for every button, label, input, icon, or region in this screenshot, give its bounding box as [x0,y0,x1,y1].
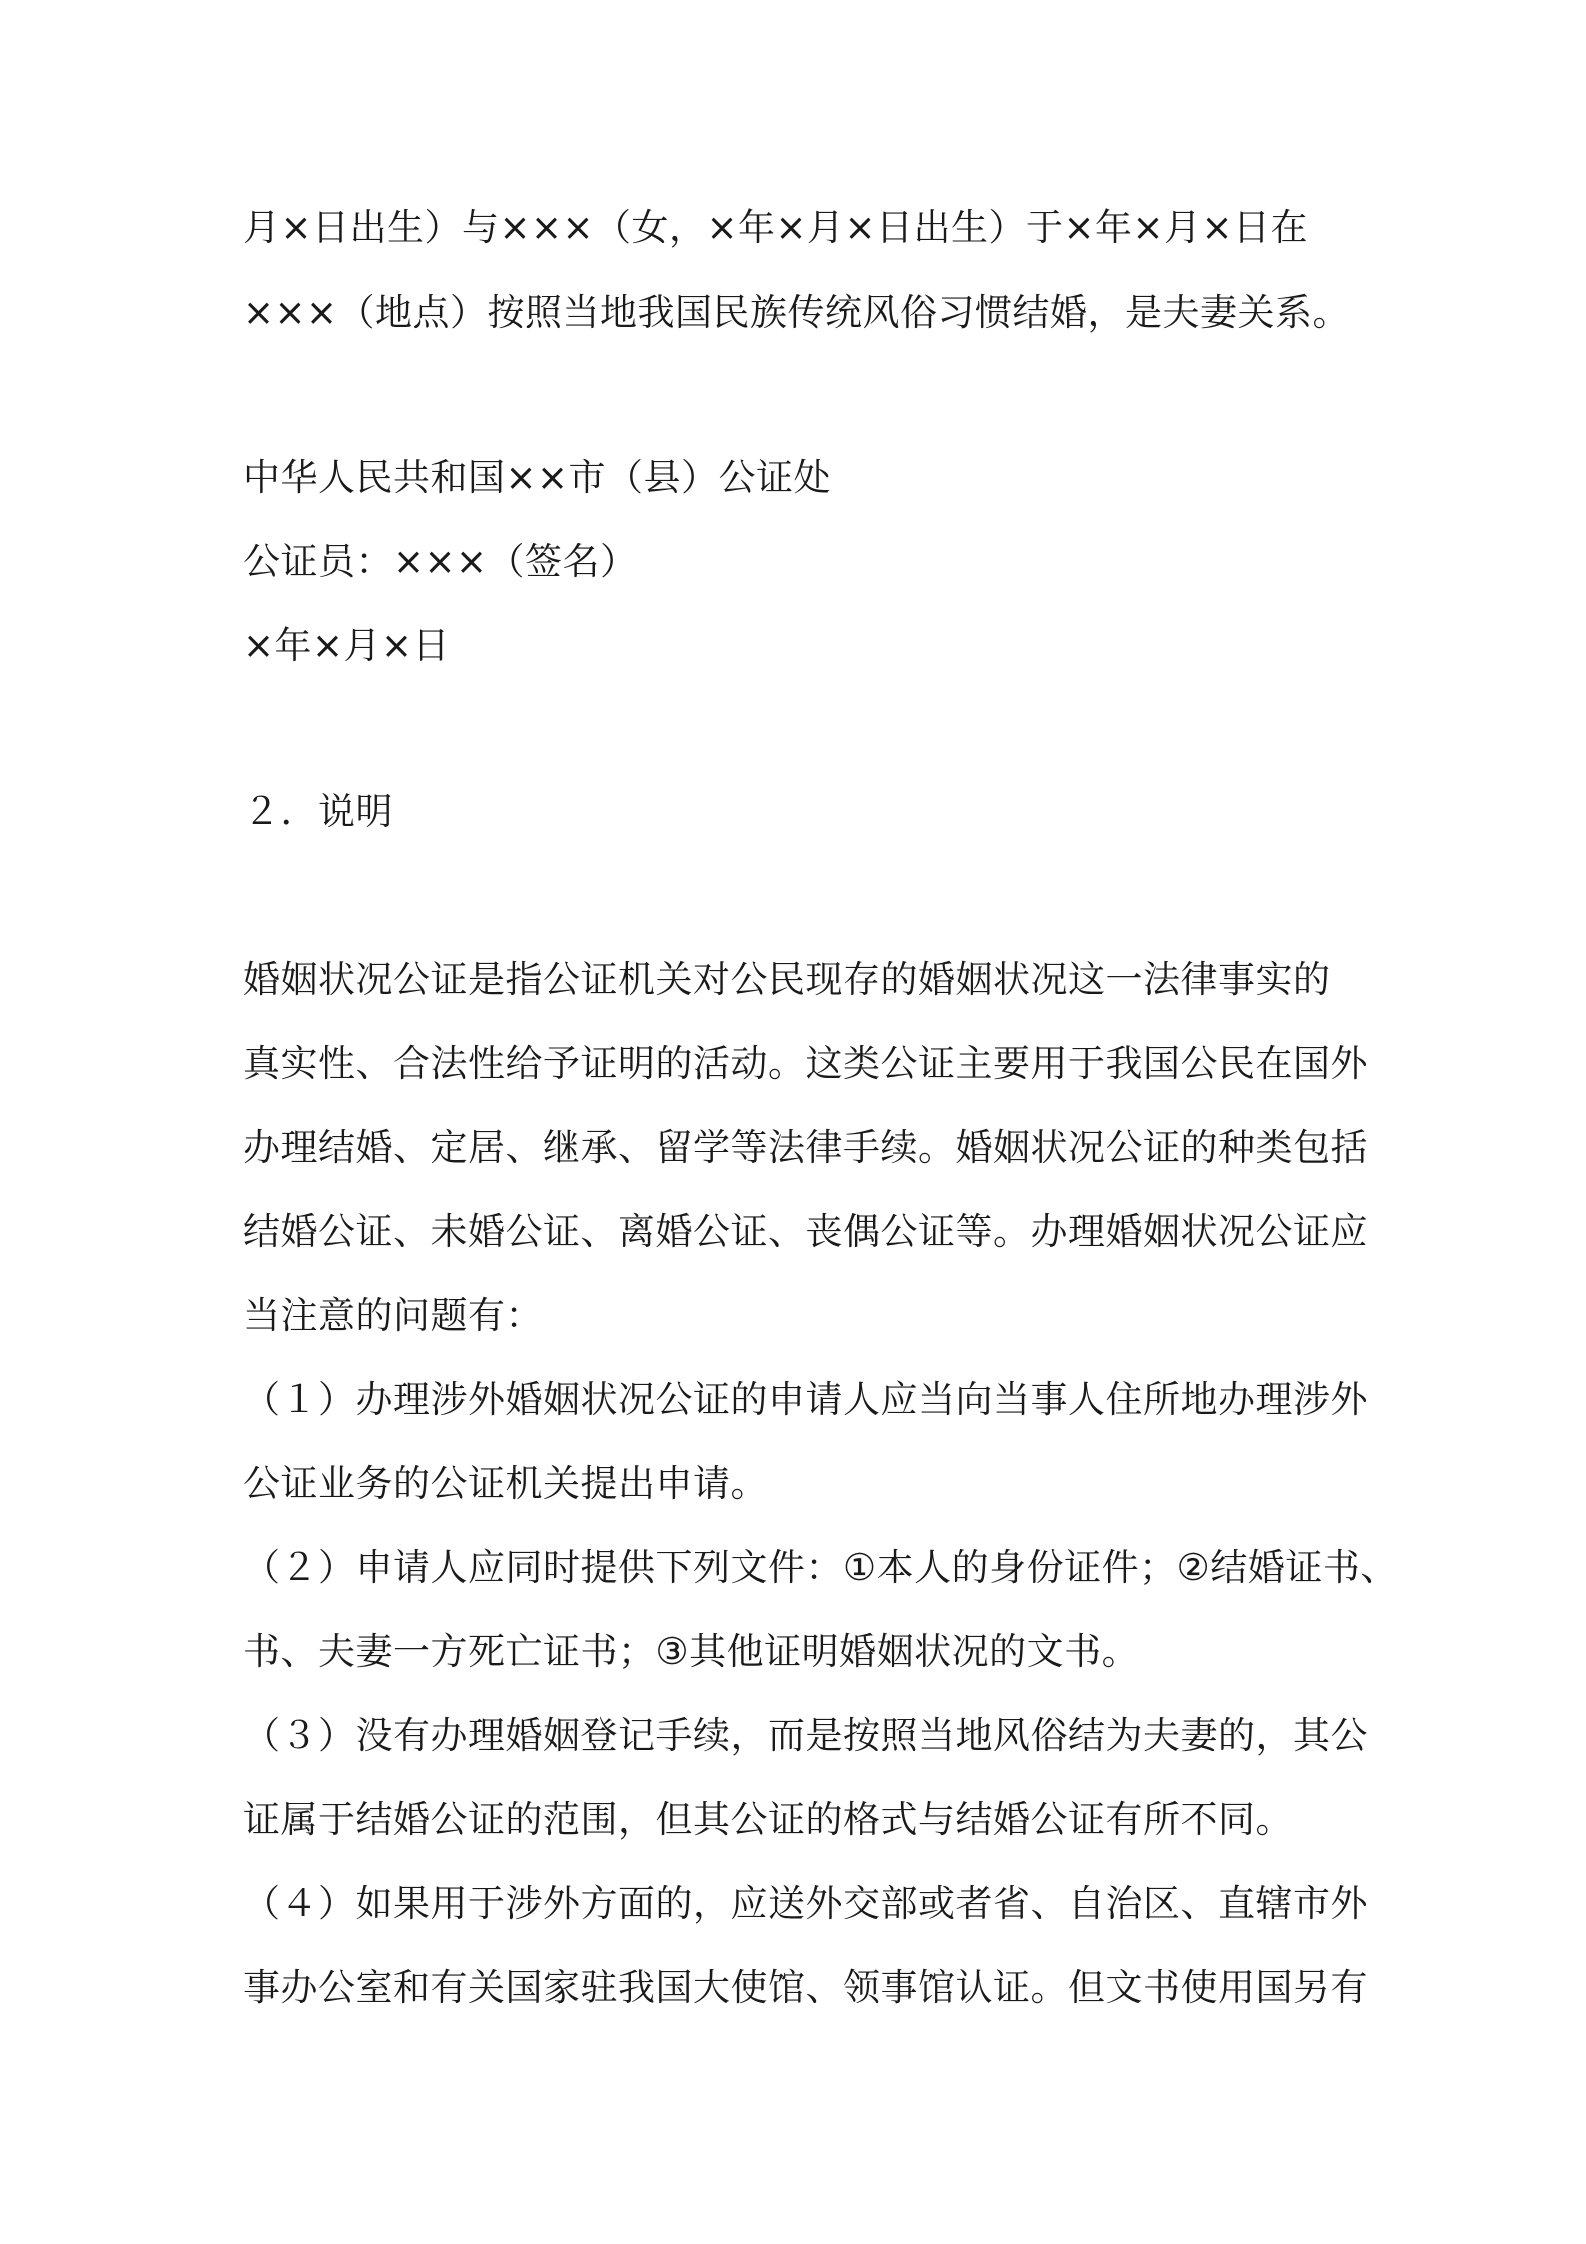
body-line-6: （１）办理涉外婚姻状况公证的申请人应当向当事人住所地办理涉外 [243,1378,1368,1421]
body-line-3: 办理结婚、定居、继承、留学等法律手续。婚姻状况公证的种类包括 [243,1126,1368,1169]
body-line-12: （４）如果用于涉外方面的，应送外交部或者省、自治区、直辖市外 [243,1882,1368,1925]
body-line-4: 结婚公证、未婚公证、离婚公证、丧偶公证等。办理婚姻状况公证应 [243,1210,1368,1253]
body-line-9: 书、夫妻一方死亡证书；③其他证明婚姻状况的文书。 [243,1630,1140,1673]
intro-line-2: ×××（地点）按照当地我国民族传统风俗习惯结婚，是夫妻关系。 [243,291,1351,334]
body-line-1: 婚姻状况公证是指公证机关对公民现存的婚姻状况这一法律事实的 [243,958,1331,1001]
body-line-10: （３）没有办理婚姻登记手续，而是按照当地风俗结为夫妻的，其公 [243,1714,1368,1757]
section-heading: ２．说明 [243,790,393,833]
body-line-5: 当注意的问题有： [243,1294,543,1337]
body-line-7: 公证业务的公证机关提出申请。 [243,1462,768,1505]
body-line-11: 证属于结婚公证的范围，但其公证的格式与结婚公证有所不同。 [243,1798,1293,1841]
notary-officer: 公证员：×××（签名） [243,540,638,583]
body-line-8: （２）申请人应同时提供下列文件：①本人的身份证件；②结婚证书、 [243,1546,1398,1589]
intro-line-1: 月×日出生）与×××（女，×年×月×日出生）于×年×月×日在 [243,206,1309,249]
body-line-13: 事办公室和有关国家驻我国大使馆、领事馆认证。但文书使用国另有 [243,1966,1368,2009]
body-line-2: 真实性、合法性给予证明的活动。这类公证主要用于我国公民在国外 [243,1042,1368,1085]
notary-office: 中华人民共和国××市（县）公证处 [243,456,832,499]
notary-date: ×年×月×日 [243,624,451,667]
